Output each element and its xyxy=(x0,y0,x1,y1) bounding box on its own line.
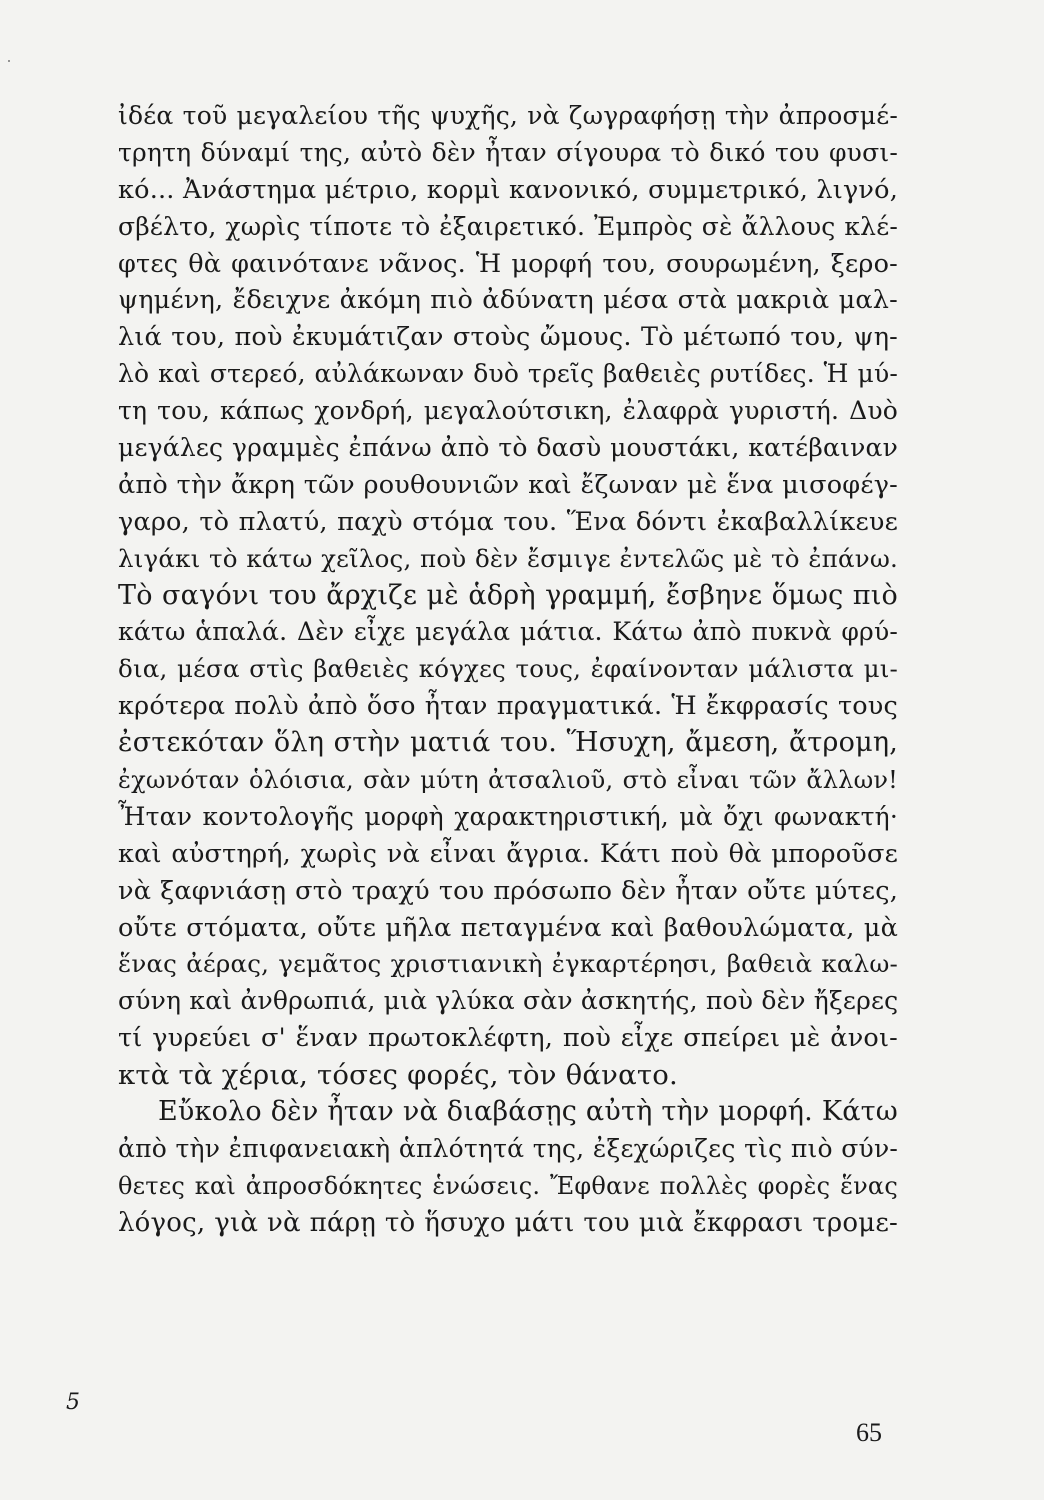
text-line: ἀπὸ τὴν ἄκρη τῶν ρουθουνιῶν καὶ ἔζωναν μὲ ἕνα μισοφέγ- xyxy=(118,469,898,500)
signature-mark: 5 xyxy=(66,1390,80,1415)
text-line: ψημένη, ἔδειχνε ἀκόμη πιὸ ἀδύνατη μέσα στὰ μακριὰ μαλ- xyxy=(118,285,898,316)
text-line: σβέλτο, χωρὶς τίποτε τὸ ἐξαιρετικό. Ἐμπρὸς σὲ ἄλλους κλέ- xyxy=(118,211,898,241)
text-line: τί γυρεύει σ' ἕναν πρωτοκλέφτη, ποὺ εἶχε σπείρει μὲ ἀνοι- xyxy=(118,1023,898,1054)
text-line: φτες θὰ φαινότανε νᾶνος. Ἡ μορφή του, σουρωμένη, ξερο- xyxy=(118,248,898,279)
text-line: καὶ αὐστηρή, χωρὶς νὰ εἶναι ἄγρια. Κάτι ποὺ θὰ μποροῦσε xyxy=(118,838,898,869)
text-line-paragraph-end: κτὰ τὰ χέρια, τόσες φορές, τὸν θάνατο. xyxy=(118,1059,678,1092)
text-line: λόγος, γιὰ νὰ πάρῃ τὸ ἥσυχο μάτι του μιὰ ἔκφρασι τρομε- xyxy=(118,1207,898,1238)
text-line: θετες καὶ ἀπροσδόκητες ἑνώσεις. Ἔφθανε πολλὲς φορὲς ἕνας xyxy=(118,1171,898,1200)
text-line: τη του, κάπως χονδρή, μεγαλούτσικη, ἐλαφρὰ γυριστή. Δυὸ xyxy=(118,396,898,426)
text-line: Ἦταν κοντολογῆς μορφὴ χαρακτηριστική, μὰ ὄχι φωνακτή· xyxy=(118,801,898,831)
text-line: κό... Ἀνάστημα μέτριο, κορμὶ κανονικό, συμμετρικό, λιγνό, xyxy=(118,174,898,205)
text-line: οὔτε στόματα, οὔτε μῆλα πεταγμένα καὶ βαθουλώματα, μὰ xyxy=(118,912,898,943)
text-line: τρητη δύναμί της, αὐτὸ δὲν ἦταν σίγουρα τὸ δικό του φυσι- xyxy=(118,137,898,167)
text-line: ἕνας ἀέρας, γεμᾶτος χριστιανικὴ ἐγκαρτέρησι, βαθειὰ καλω- xyxy=(118,949,898,979)
text-line: ἀπὸ τὴν ἐπιφανειακὴ ἁπλότητά της, ἐξεχώριζες τὶς πιὸ σύν- xyxy=(118,1133,898,1163)
text-line: ἐστεκόταν ὅλη στὴν ματιά του. Ἥσυχη, ἄμεση, ἄτρομη, xyxy=(118,727,898,759)
text-line: λιγάκι τὸ κάτω χεῖλος, ποὺ δὲν ἔσμιγε ἐντελῶς μὲ τὸ ἐπάνω. xyxy=(118,543,898,573)
text-line: λὸ καὶ στερεό, αὐλάκωναν δυὸ τρεῖς βαθειὲς ρυτίδες. Ἡ μύ- xyxy=(118,359,898,389)
text-line-paragraph-start: Εὔκολο δὲν ἦταν νὰ διαβάσῃς αὐτὴ τὴν μορφή. Κάτω xyxy=(158,1096,898,1128)
text-line: Τὸ σαγόνι του ἄρχιζε μὲ ἁδρὴ γραμμή, ἔσβηνε ὅμως πιὸ xyxy=(118,579,898,611)
text-line: μεγάλες γραμμὲς ἐπάνω ἀπὸ τὸ δασὺ μουστάκι, κατέβαιναν xyxy=(118,433,898,463)
text-line: ἐχωνόταν ὁλόισια, σὰν μύτη ἀτσαλιοῦ, στὸ εἶναι τῶν ἄλλων! xyxy=(118,766,898,795)
text-line: σύνη καὶ ἀνθρωπιά, μιὰ γλύκα σὰν ἀσκητής, ποὺ δὲν ἤξερες xyxy=(118,986,899,1016)
text-line: δια, μέσα στὶς βαθειὲς κόγχες τους, ἐφαίνονταν μάλιστα μι- xyxy=(118,654,898,684)
body-text xyxy=(118,98,898,1242)
page-number: 65 xyxy=(856,1418,882,1447)
text-line: κάτω ἁπαλά. Δὲν εἶχε μεγάλα μάτια. Κάτω ἀπὸ πυκνὰ φρύ- xyxy=(118,617,898,647)
text-line: ἰδέα τοῦ μεγαλείου τῆς ψυχῆς, νὰ ζωγραφήσῃ τὴν ἀπροσμέ- xyxy=(118,101,898,130)
paper-speck xyxy=(8,60,10,62)
text-line: κρότερα πολὺ ἀπὸ ὅσο ἦταν πραγματικά. Ἡ ἔκφρασίς τους xyxy=(118,691,898,722)
text-line: γαρο, τὸ πλατύ, παχὺ στόμα του. Ἕνα δόντι ἐκαβαλλίκευε xyxy=(118,506,898,537)
text-line: νὰ ξαφνιάσῃ στὸ τραχύ του πρόσωπο δὲν ἦταν οὔτε μύτες, xyxy=(118,875,898,906)
text-line: λιά του, ποὺ ἐκυμάτιζαν στοὺς ὤμους. Τὸ μέτωπό του, ψη- xyxy=(118,322,898,353)
